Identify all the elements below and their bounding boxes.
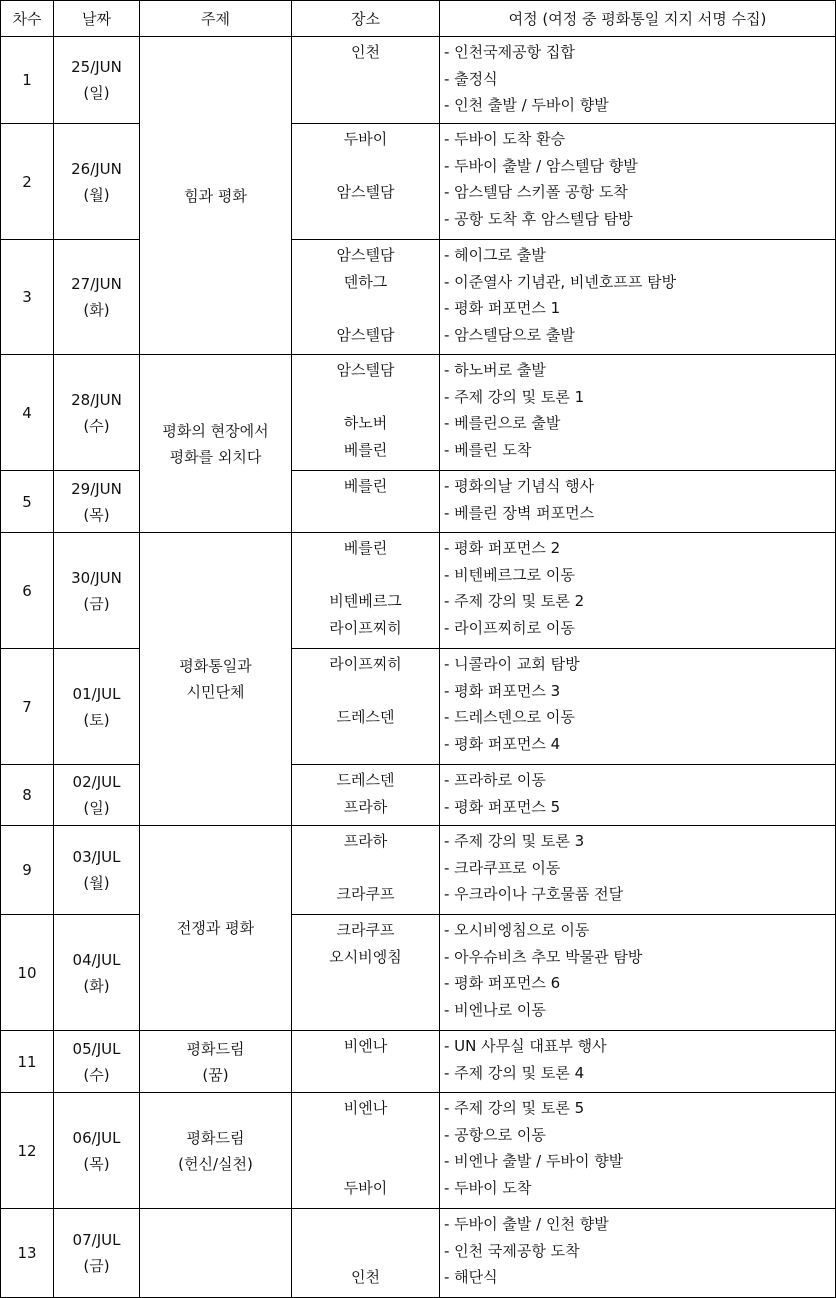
place-line: 베를린 bbox=[343, 477, 388, 495]
round-number: 11 bbox=[1, 1031, 54, 1093]
schedule-item: - 베를린으로 출발 bbox=[444, 414, 561, 432]
place-line: 프라하 bbox=[343, 797, 388, 816]
theme-cell bbox=[140, 37, 292, 355]
place-line: 인천 bbox=[351, 1268, 380, 1286]
schedule-item: - 이준열사 기념관, 비넨호프프 탐방 bbox=[444, 272, 677, 291]
place-line: 비엔나 bbox=[343, 1099, 388, 1117]
place-cell bbox=[292, 124, 440, 240]
schedule-cell bbox=[440, 355, 836, 471]
date-text: 02/JUL bbox=[72, 773, 121, 791]
schedule-item: - 베를린 도착 bbox=[444, 440, 532, 459]
schedule-item: - 평화 퍼포먼스 5 bbox=[444, 797, 561, 816]
place-line: 비엔나 bbox=[343, 1037, 388, 1055]
date-cell bbox=[54, 240, 140, 355]
round-number: 9 bbox=[1, 826, 54, 915]
place-line bbox=[292, 731, 439, 758]
date-text: 30/JUN bbox=[71, 568, 122, 587]
schedule-item: - 베를린 장벽 퍼포먼스 bbox=[444, 503, 595, 522]
place-line: 드레스덴 bbox=[336, 708, 395, 726]
place-cell bbox=[292, 1209, 440, 1298]
date-cell bbox=[54, 124, 140, 240]
date-cell bbox=[54, 37, 140, 124]
place-line: 암스텔담 bbox=[336, 183, 395, 201]
weekday-text: (수) bbox=[83, 1065, 110, 1084]
theme-line: 전쟁과 평화 bbox=[176, 919, 255, 937]
theme-cell bbox=[140, 1031, 292, 1093]
place-line: 프라하 bbox=[343, 832, 388, 850]
place-line: 오시비엥침 bbox=[329, 947, 402, 966]
date-text: 25/JUN bbox=[71, 58, 122, 76]
date-text: 06/JUL bbox=[72, 1128, 121, 1147]
schedule-item: - 출정식 bbox=[444, 69, 498, 88]
schedule-cell bbox=[440, 1031, 836, 1093]
table-row bbox=[1, 649, 836, 765]
schedule-item: - 아우슈비츠 추모 박물관 탐방 bbox=[444, 947, 643, 966]
place-line bbox=[292, 384, 439, 411]
schedule-item: - 주제 강의 및 토론 4 bbox=[444, 1063, 585, 1082]
schedule-item: - 주제 강의 및 토론 1 bbox=[444, 387, 585, 406]
table-row bbox=[1, 37, 836, 124]
place-line bbox=[292, 92, 439, 119]
weekday-text: (일) bbox=[83, 799, 110, 817]
place-line bbox=[292, 1238, 439, 1265]
weekday-text: (토) bbox=[83, 710, 110, 729]
schedule-item: - 프라하로 이동 bbox=[444, 771, 546, 789]
place-cell bbox=[292, 240, 440, 355]
schedule-item: - 두바이 출발 / 암스텔담 향발 bbox=[444, 156, 638, 175]
schedule-cell bbox=[440, 471, 836, 533]
schedule-cell bbox=[440, 533, 836, 649]
schedule-item: - 헤이그로 출발 bbox=[444, 246, 546, 264]
header-theme: 주제 bbox=[140, 1, 292, 37]
date-cell bbox=[54, 649, 140, 765]
place-line bbox=[292, 1211, 439, 1238]
theme-cell bbox=[140, 826, 292, 1031]
date-text: 29/JUN bbox=[71, 479, 122, 498]
round-number: 6 bbox=[1, 533, 54, 649]
place-line: 인천 bbox=[351, 43, 380, 61]
table-row bbox=[1, 240, 836, 355]
place-line: 두바이 bbox=[343, 1178, 388, 1197]
place-line: 크라쿠프 bbox=[336, 885, 395, 903]
schedule-item: - 비엔나로 이동 bbox=[444, 1000, 546, 1019]
date-text: 07/JUL bbox=[72, 1231, 121, 1249]
place-line bbox=[292, 562, 439, 589]
date-cell bbox=[54, 1031, 140, 1093]
table-row bbox=[1, 1209, 836, 1298]
round-number: 2 bbox=[1, 124, 54, 240]
theme-cell bbox=[140, 1209, 292, 1298]
schedule-item: - UN 사무실 대표부 행사 bbox=[444, 1037, 607, 1055]
place-line: 크라쿠프 bbox=[336, 921, 395, 939]
place-line bbox=[292, 206, 439, 233]
place-cell bbox=[292, 915, 440, 1031]
header-row bbox=[1, 1, 836, 37]
weekday-text: (목) bbox=[83, 1154, 110, 1173]
place-line: 드레스덴 bbox=[336, 771, 395, 789]
date-cell bbox=[54, 826, 140, 915]
schedule-item: - 비엔나 출발 / 두바이 향발 bbox=[444, 1152, 624, 1170]
round-number: 8 bbox=[1, 765, 54, 826]
date-text: 26/JUN bbox=[71, 159, 122, 178]
round-number: 3 bbox=[1, 240, 54, 355]
date-text: 05/JUL bbox=[72, 1039, 121, 1058]
schedule-item: - 인천 출발 / 두바이 향발 bbox=[444, 96, 609, 114]
schedule-item: - 해단식 bbox=[444, 1268, 498, 1286]
schedule-cell bbox=[440, 37, 836, 124]
header-schedule: 여정 (여정 중 평화통일 지지 서명 수집) bbox=[440, 1, 836, 37]
weekday-text: (화) bbox=[83, 976, 110, 995]
place-line bbox=[292, 1122, 439, 1149]
schedule-item: - 공항으로 이동 bbox=[444, 1125, 546, 1144]
place-line: 두바이 bbox=[343, 130, 388, 148]
weekday-text: (일) bbox=[83, 84, 110, 102]
schedule-item: - 평화 퍼포먼스 4 bbox=[444, 734, 561, 753]
place-cell bbox=[292, 649, 440, 765]
theme-line: 평화드림 bbox=[186, 1128, 245, 1147]
theme-line: 평화통일과 bbox=[179, 657, 252, 675]
schedule-item: - 평화 퍼포먼스 6 bbox=[444, 974, 561, 992]
round-number: 1 bbox=[1, 37, 54, 124]
place-line bbox=[292, 997, 439, 1024]
weekday-text: (월) bbox=[83, 185, 110, 204]
schedule-item: - 라이프찌히로 이동 bbox=[444, 618, 575, 637]
schedule-item: - 두바이 도착 환승 bbox=[444, 130, 566, 148]
place-line: 암스텔담 bbox=[336, 361, 395, 379]
place-line: 라이프찌히 bbox=[329, 655, 402, 673]
weekday-text: (목) bbox=[83, 505, 110, 524]
schedule-item: - 우크라이나 구호물품 전달 bbox=[444, 885, 624, 903]
schedule-item: - 주제 강의 및 토론 3 bbox=[444, 832, 585, 850]
table-row bbox=[1, 1031, 836, 1093]
place-line bbox=[292, 500, 439, 527]
header-round: 차수 bbox=[1, 1, 54, 37]
schedule-cell bbox=[440, 915, 836, 1031]
place-cell bbox=[292, 1093, 440, 1209]
table-row bbox=[1, 915, 836, 1031]
itinerary-body bbox=[1, 37, 836, 1298]
round-number: 7 bbox=[1, 649, 54, 765]
round-number: 13 bbox=[1, 1209, 54, 1298]
schedule-item: - 평화 퍼포먼스 2 bbox=[444, 539, 561, 557]
schedule-item: - 오시비엥침으로 이동 bbox=[444, 921, 590, 939]
date-cell bbox=[54, 1209, 140, 1298]
table-row bbox=[1, 124, 836, 240]
place-line bbox=[292, 1148, 439, 1175]
schedule-cell bbox=[440, 1209, 836, 1298]
theme-cell bbox=[140, 355, 292, 533]
place-cell bbox=[292, 533, 440, 649]
theme-line: 평화의 현장에서 bbox=[162, 421, 269, 440]
date-cell bbox=[54, 471, 140, 533]
round-number: 4 bbox=[1, 355, 54, 471]
place-cell bbox=[292, 765, 440, 826]
theme-line: 평화드림 bbox=[186, 1039, 245, 1058]
place-line: 암스텔담 bbox=[336, 246, 395, 264]
weekday-text: (금) bbox=[83, 594, 110, 613]
theme-line: 평화를 외치다 bbox=[169, 447, 262, 466]
place-line: 덴하그 bbox=[343, 272, 388, 291]
place-line: 하노버 bbox=[343, 414, 388, 432]
table-row bbox=[1, 471, 836, 533]
date-cell bbox=[54, 915, 140, 1031]
schedule-item: - 공항 도착 후 암스텔담 탐방 bbox=[444, 209, 633, 228]
schedule-item: - 평화 퍼포먼스 3 bbox=[444, 681, 561, 700]
schedule-item: - 드레스덴으로 이동 bbox=[444, 708, 575, 726]
weekday-text: (금) bbox=[83, 1257, 110, 1275]
place-line: 베를린 bbox=[343, 440, 388, 459]
place-line bbox=[292, 153, 439, 180]
place-line bbox=[292, 678, 439, 705]
schedule-cell bbox=[440, 765, 836, 826]
schedule-item: - 인천 국제공항 도착 bbox=[444, 1241, 580, 1260]
date-text: 28/JUN bbox=[71, 390, 122, 409]
place-line bbox=[292, 295, 439, 322]
schedule-item: - 주제 강의 및 토론 2 bbox=[444, 592, 585, 610]
schedule-cell bbox=[440, 124, 836, 240]
date-text: 04/JUL bbox=[72, 950, 121, 969]
date-text: 01/JUL bbox=[72, 684, 121, 703]
place-cell bbox=[292, 37, 440, 124]
place-line bbox=[292, 66, 439, 93]
place-line: 비텐베르그 bbox=[329, 592, 402, 610]
table-row bbox=[1, 533, 836, 649]
schedule-item: - 두바이 도착 bbox=[444, 1178, 532, 1197]
weekday-text: (월) bbox=[83, 874, 110, 892]
schedule-item: - 두바이 출발 / 인천 향발 bbox=[444, 1215, 609, 1233]
schedule-cell bbox=[440, 649, 836, 765]
schedule-item: - 평화의날 기념식 행사 bbox=[444, 477, 595, 495]
place-line bbox=[292, 1060, 439, 1087]
schedule-cell bbox=[440, 826, 836, 915]
place-cell bbox=[292, 1031, 440, 1093]
table-row bbox=[1, 826, 836, 915]
date-cell bbox=[54, 765, 140, 826]
round-number: 10 bbox=[1, 915, 54, 1031]
place-cell bbox=[292, 471, 440, 533]
schedule-item: - 비텐베르그로 이동 bbox=[444, 565, 575, 584]
header-place: 장소 bbox=[292, 1, 440, 37]
schedule-item: - 평화 퍼포먼스 1 bbox=[444, 299, 561, 317]
weekday-text: (화) bbox=[83, 301, 110, 319]
theme-line: 힘과 평화 bbox=[184, 186, 247, 205]
schedule-item: - 니콜라이 교회 탐방 bbox=[444, 655, 580, 673]
date-cell bbox=[54, 1093, 140, 1209]
table-row bbox=[1, 1093, 836, 1209]
date-text: 27/JUN bbox=[71, 275, 122, 293]
weekday-text: (수) bbox=[83, 416, 110, 435]
place-line: 라이프찌히 bbox=[329, 618, 402, 637]
theme-cell bbox=[140, 533, 292, 826]
schedule-item: - 하노버로 출발 bbox=[444, 361, 546, 379]
round-number: 5 bbox=[1, 471, 54, 533]
schedule-cell bbox=[440, 240, 836, 355]
place-line: 암스텔담 bbox=[336, 325, 395, 344]
theme-cell bbox=[140, 1093, 292, 1209]
table-row bbox=[1, 355, 836, 471]
schedule-item: - 암스텔담 스키폴 공항 도착 bbox=[444, 183, 628, 201]
schedule-item: - 인천국제공항 집합 bbox=[444, 43, 575, 61]
round-number: 12 bbox=[1, 1093, 54, 1209]
theme-line: (헌신/실천) bbox=[178, 1154, 253, 1173]
place-cell bbox=[292, 355, 440, 471]
place-cell bbox=[292, 826, 440, 915]
date-text: 03/JUL bbox=[72, 848, 121, 866]
schedule-item: - 암스텔담으로 출발 bbox=[444, 325, 575, 344]
schedule-item: - 주제 강의 및 토론 5 bbox=[444, 1099, 585, 1117]
place-line: 베를린 bbox=[343, 539, 388, 557]
theme-line: 시민단체 bbox=[186, 683, 245, 701]
date-cell bbox=[54, 355, 140, 471]
schedule-cell bbox=[440, 1093, 836, 1209]
date-cell bbox=[54, 533, 140, 649]
header-date: 날짜 bbox=[54, 1, 140, 37]
table-row bbox=[1, 765, 836, 826]
place-line bbox=[292, 855, 439, 882]
theme-line: (꿈) bbox=[202, 1065, 229, 1084]
schedule-item: - 크라쿠프로 이동 bbox=[444, 858, 561, 877]
place-line bbox=[292, 970, 439, 997]
